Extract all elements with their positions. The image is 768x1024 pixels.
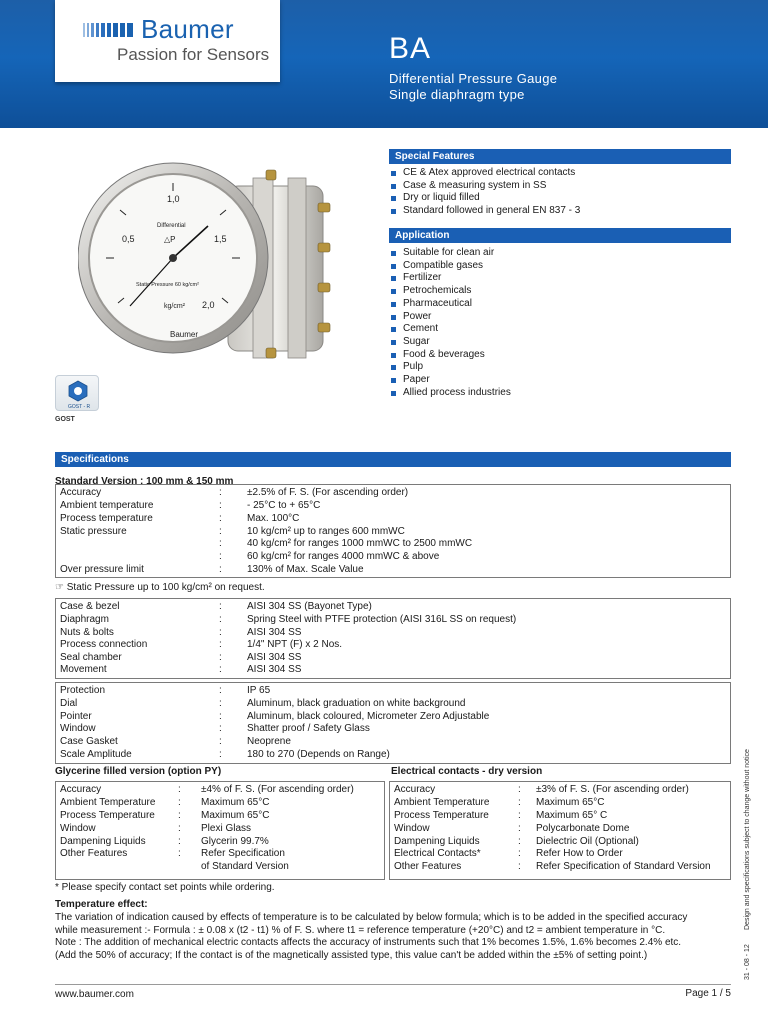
- list-item: Cement: [391, 323, 511, 336]
- dial-differential-label: Differential: [157, 223, 186, 229]
- baumer-logo[interactable]: [55, 0, 280, 82]
- list-item: Pulp: [391, 361, 511, 374]
- application-list: [391, 247, 511, 399]
- dial-mark-0-5: 0,5: [122, 234, 135, 244]
- electrical-version-title: Electrical contacts - dry version: [391, 766, 543, 777]
- standard-version-title: Standard Version : 100 mm & 150 mm: [55, 476, 234, 487]
- list-item: Sugar: [391, 336, 511, 349]
- gost-logo-icon: [56, 376, 100, 412]
- dial-brand-label: Baumer: [170, 330, 199, 339]
- temperature-effect-title: Temperature effect:: [55, 899, 148, 910]
- list-item: Petrochemicals: [391, 285, 511, 298]
- dial-mark-2-0: 2,0: [202, 300, 215, 310]
- list-item: Power: [391, 311, 511, 324]
- spec-table-construction: Protection : IP 65 Dial : Aluminum, black graduation on white background Pointer : Aluminum, black coloured, Micrometer Zero Adjustable Window : Shatter proof / Safety Glass Case Gasket : Neoprene Scale Amplitude : 180 to 270 (Depends on Range): [55, 682, 731, 764]
- product-subtitle: [389, 71, 557, 103]
- spec-table-materials: Case & bezel : AISI 304 SS (Bayonet Type) Diaphragm : Spring Steel with PTFE protection (AISI 316L SS on request) Nuts & bolts : AISI 304 SS Process connection : 1/4" NPT (F) x 2 Nos. Seal chamber : AISI 304 SS Movement : AISI 304 SS: [55, 598, 731, 679]
- electrical-spec-table: Accuracy : ±3% of F. S. (For ascending order) Ambient Temperature : Maximum 65°C Process Temperature : Maximum 65° C Window : Polycarbonate Dome Dampening Liquids : Dielectric Oil (Optional) Electrical Contacts* : Refer How to Order Other Features : Refer Specification of Standard Version: [389, 781, 731, 880]
- list-item: Standard followed in general EN 837 - 3: [391, 205, 580, 218]
- subtitle-line-2: Single diaphragm type: [389, 87, 525, 102]
- glycerine-version-title: Glycerine filled version (option PY): [55, 766, 222, 777]
- list-item: Allied process industries: [391, 387, 511, 400]
- brand-name: Baumer: [141, 14, 234, 44]
- glycerine-spec-table: Accuracy : ±4% of F. S. (For ascending order) Ambient Temperature : Maximum 65°C Process Temperature : Maximum 65°C Window : Plexi Glass Dampening Liquids : Glycerin 99.7% Other Features : Refer Specification of Standard Version: [55, 781, 385, 880]
- gauge-product-image: [78, 148, 348, 368]
- list-item: Pharmaceutical: [391, 298, 511, 311]
- list-item: Suitable for clean air: [391, 247, 511, 260]
- dial-mark-1-5: 1,5: [214, 234, 227, 244]
- temperature-effect-line-4: (Add the 50% of accuracy; If the contact is of the magnetically assisted type, this value can't be added within the ±5% of setting point.): [55, 950, 648, 962]
- dial-mark-1-0: 1,0: [167, 194, 180, 204]
- logo-bars-icon: [83, 20, 133, 40]
- list-item: Food & beverages: [391, 349, 511, 362]
- list-item: Compatible gases: [391, 260, 511, 273]
- page-number: Page 1 / 5: [685, 988, 731, 999]
- revision-date: 31 - 08 - 12: [744, 944, 751, 980]
- list-item: Dry or liquid filled: [391, 192, 580, 205]
- temperature-effect-section: [55, 899, 735, 963]
- dial-dp-label: △P: [164, 235, 176, 244]
- dial-unit-label: kg/cm²: [164, 303, 185, 310]
- gost-certification-icon: [55, 375, 99, 411]
- temperature-effect-line-1: The variation of indication caused by effects of temperature is to be calculated by below formula; which is to be added in the specified accuracy: [55, 911, 688, 923]
- list-item: Paper: [391, 374, 511, 387]
- application-header: Application: [389, 228, 731, 243]
- side-disclaimer: [741, 740, 753, 980]
- list-item: Case & measuring system in SS: [391, 180, 580, 193]
- website-link[interactable]: www.baumer.com: [55, 989, 134, 1000]
- temperature-effect-line-2: while measurement :- Formula : ± 0.08 x (t2 - t1) % of F. S. where t1 = reference temperature (+20°C) and t2 = ambient temperature in °C.: [55, 924, 666, 936]
- header-band: [0, 0, 768, 128]
- model-title: BA: [389, 32, 432, 65]
- design-change-note: Design and specifications subject to change without notice: [744, 749, 751, 930]
- dial-static-label: Static Pressure 60 kg/cm²: [136, 282, 199, 288]
- list-item: Fertilizer: [391, 272, 511, 285]
- ordering-note: * Please specify contact set points while ordering.: [55, 882, 275, 893]
- list-item: CE & Atex approved electrical contacts: [391, 167, 580, 180]
- special-features-header: Special Features: [389, 149, 731, 164]
- footer-divider: [55, 984, 731, 985]
- brand-tagline: Passion for Sensors: [117, 45, 270, 64]
- gost-label: GOST: [55, 416, 75, 423]
- gost-badge-text: GOST - R: [68, 404, 91, 410]
- static-pressure-note: ☞ Static Pressure up to 100 kg/cm² on request.: [55, 582, 265, 593]
- specifications-header: Specifications: [55, 452, 731, 467]
- special-features-list: [391, 167, 580, 218]
- spec-table-general: Accuracy : ±2.5% of F. S. (For ascending order) Ambient temperature : - 25°C to + 65°C Process temperature : Max. 100°C Static pressure : 10 kg/cm² up to ranges 600 mmWC : 40 kg/cm² for ranges 1000 mmWC to 2500 mmWC : 60 kg/cm² for ranges 4000 mmWC & above Over pressure limit : 130% of Max. Scale Value: [55, 484, 731, 578]
- subtitle-line-1: Differential Pressure Gauge: [389, 71, 558, 86]
- temperature-effect-line-3: Note : The addition of mechanical electric contacts affects the accuracy of instruments such that 1% becomes 1.5%, 1.6% becomes 2.4% etc.: [55, 937, 682, 949]
